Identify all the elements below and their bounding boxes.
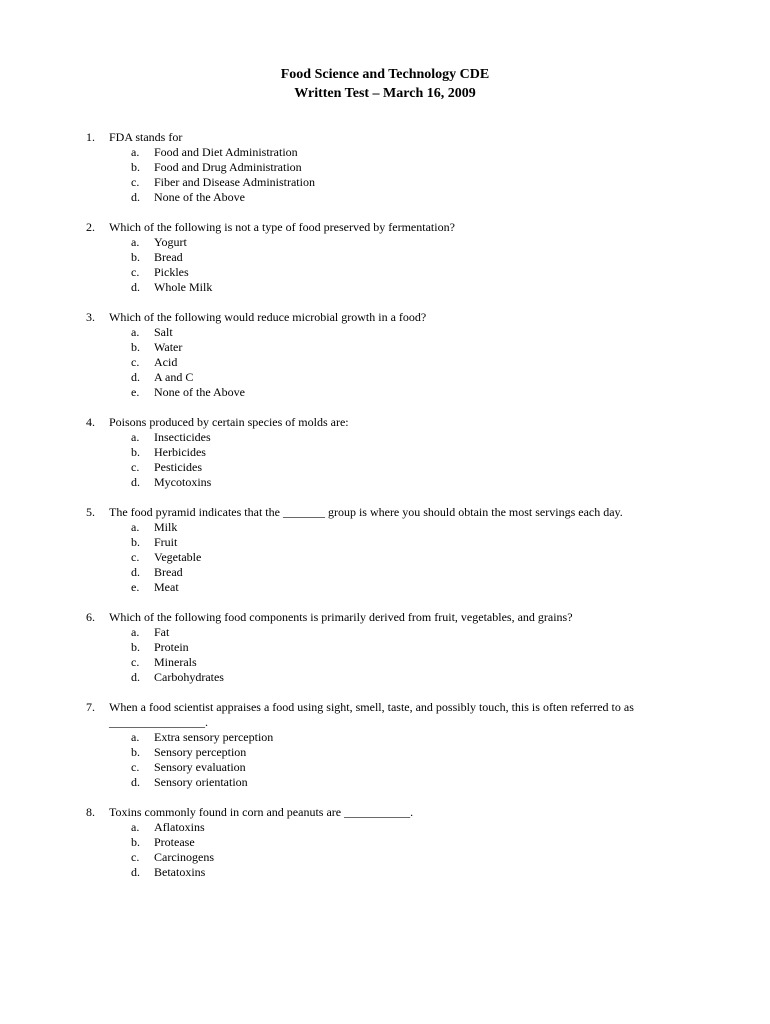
answer-option	[0, 430, 770, 445]
question-number: 8.	[86, 805, 95, 819]
option-letter: e.	[131, 385, 140, 399]
answer-option	[0, 250, 770, 265]
option-text: Vegetable	[154, 550, 202, 564]
option-text: Food and Diet Administration	[154, 145, 298, 159]
option-letter: b.	[131, 250, 140, 264]
question-text: Which of the following would reduce microbial growth in a food?	[109, 310, 427, 324]
option-letter: a.	[131, 820, 140, 834]
option-text: Food and Drug Administration	[154, 160, 302, 174]
answer-option	[0, 385, 770, 400]
option-text: Extra sensory perception	[154, 730, 274, 744]
question-number: 4.	[86, 415, 95, 429]
option-text: A and C	[154, 370, 194, 384]
option-text: Fat	[154, 625, 170, 639]
answer-option	[0, 730, 770, 745]
option-letter: b.	[131, 535, 140, 549]
option-letter: a.	[131, 235, 140, 249]
option-letter: d.	[131, 190, 140, 204]
answer-option	[0, 565, 770, 580]
question-item	[0, 700, 770, 790]
question-item	[0, 220, 770, 295]
question-number: 2.	[86, 220, 95, 234]
answer-option	[0, 760, 770, 775]
option-letter: b.	[131, 835, 140, 849]
option-letter: d.	[131, 565, 140, 579]
question-number: 1.	[86, 130, 95, 144]
question-text: Poisons produced by certain species of molds are:	[109, 415, 349, 429]
answer-option	[0, 355, 770, 370]
option-text: Milk	[154, 520, 178, 534]
answer-option	[0, 325, 770, 340]
answer-option	[0, 460, 770, 475]
option-letter: b.	[131, 640, 140, 654]
option-text: Pickles	[154, 265, 189, 279]
answer-option	[0, 160, 770, 175]
option-letter: b.	[131, 445, 140, 459]
answer-option	[0, 370, 770, 385]
option-text: Salt	[154, 325, 173, 339]
document-title: Food Science and Technology CDE	[280, 67, 490, 82]
option-text: Fruit	[154, 535, 178, 549]
option-text: Protease	[154, 835, 195, 849]
answer-option	[0, 145, 770, 160]
answer-option	[0, 280, 770, 295]
question-number: 7.	[86, 700, 95, 714]
answer-option	[0, 190, 770, 205]
answer-option	[0, 775, 770, 790]
option-letter: c.	[131, 550, 140, 564]
option-text: Yogurt	[154, 235, 187, 249]
option-letter: c.	[131, 460, 140, 474]
option-text: Whole Milk	[154, 280, 213, 294]
option-text: Fiber and Disease Administration	[154, 175, 315, 189]
option-letter: d.	[131, 775, 140, 789]
option-letter: a.	[131, 145, 140, 159]
question-text: Which of the following food components is primarily derived from fruit, vegetables, and grains?	[109, 610, 573, 624]
answer-option	[0, 550, 770, 565]
option-letter: a.	[131, 520, 140, 534]
question-text: Which of the following is not a type of food preserved by fermentation?	[109, 220, 455, 234]
answer-option	[0, 640, 770, 655]
option-text: Protein	[154, 640, 189, 654]
answer-option	[0, 655, 770, 670]
option-letter: c.	[131, 355, 140, 369]
answer-option	[0, 865, 770, 880]
option-text: Aflatoxins	[154, 820, 205, 834]
option-letter: c.	[131, 175, 140, 189]
option-letter: d.	[131, 865, 140, 879]
option-letter: c.	[131, 850, 140, 864]
answer-option	[0, 340, 770, 355]
option-text: Betatoxins	[154, 865, 206, 879]
answer-option	[0, 670, 770, 685]
answer-option	[0, 235, 770, 250]
option-text: Minerals	[154, 655, 197, 669]
answer-option	[0, 175, 770, 190]
option-letter: d.	[131, 370, 140, 384]
option-text: Water	[154, 340, 183, 354]
option-letter: d.	[131, 670, 140, 684]
option-text: Sensory perception	[154, 745, 247, 759]
option-letter: c.	[131, 265, 140, 279]
option-text: Carcinogens	[154, 850, 214, 864]
option-letter: e.	[131, 580, 140, 594]
option-text: None of the Above	[154, 385, 245, 399]
question-item	[0, 130, 770, 205]
option-text: Bread	[154, 565, 183, 579]
option-text: Pesticides	[154, 460, 202, 474]
answer-option	[0, 520, 770, 535]
option-letter: a.	[131, 730, 140, 744]
question-number: 6.	[86, 610, 95, 624]
answer-option	[0, 820, 770, 835]
question-text: The food pyramid indicates that the _______ group is where you should obtain the most servings each day.	[109, 505, 623, 519]
answer-option	[0, 535, 770, 550]
option-letter: c.	[131, 655, 140, 669]
option-letter: d.	[131, 475, 140, 489]
option-text: Sensory evaluation	[154, 760, 246, 774]
option-text: Bread	[154, 250, 183, 264]
option-letter: a.	[131, 430, 140, 444]
document-subtitle: Written Test – March 16, 2009	[294, 86, 476, 101]
option-text: Carbohydrates	[154, 670, 224, 684]
option-text: Mycotoxins	[154, 475, 212, 489]
answer-option	[0, 745, 770, 760]
option-text: Insecticides	[154, 430, 211, 444]
answer-option	[0, 580, 770, 595]
option-text: None of the Above	[154, 190, 245, 204]
question-number: 5.	[86, 505, 95, 519]
question-list	[0, 130, 770, 895]
answer-option	[0, 835, 770, 850]
option-letter: b.	[131, 745, 140, 759]
question-text: Toxins commonly found in corn and peanuts are ___________.	[109, 805, 414, 819]
option-letter: b.	[131, 340, 140, 354]
option-letter: b.	[131, 160, 140, 174]
answer-option	[0, 625, 770, 640]
question-item	[0, 805, 770, 880]
option-letter: a.	[131, 625, 140, 639]
answer-option	[0, 265, 770, 280]
option-text: Sensory orientation	[154, 775, 248, 789]
question-item	[0, 310, 770, 400]
question-text: When a food scientist appraises a food using sight, smell, taste, and possibly touch, this is often referred to as ________________.	[109, 700, 634, 729]
answer-option	[0, 445, 770, 460]
question-item	[0, 505, 770, 595]
question-item	[0, 610, 770, 685]
question-item	[0, 415, 770, 490]
answer-option	[0, 475, 770, 490]
question-text: FDA stands for	[109, 130, 183, 144]
option-letter: c.	[131, 760, 140, 774]
option-text: Meat	[154, 580, 179, 594]
answer-option	[0, 850, 770, 865]
option-text: Acid	[154, 355, 178, 369]
option-text: Herbicides	[154, 445, 206, 459]
option-letter: a.	[131, 325, 140, 339]
question-number: 3.	[86, 310, 95, 324]
option-letter: d.	[131, 280, 140, 294]
